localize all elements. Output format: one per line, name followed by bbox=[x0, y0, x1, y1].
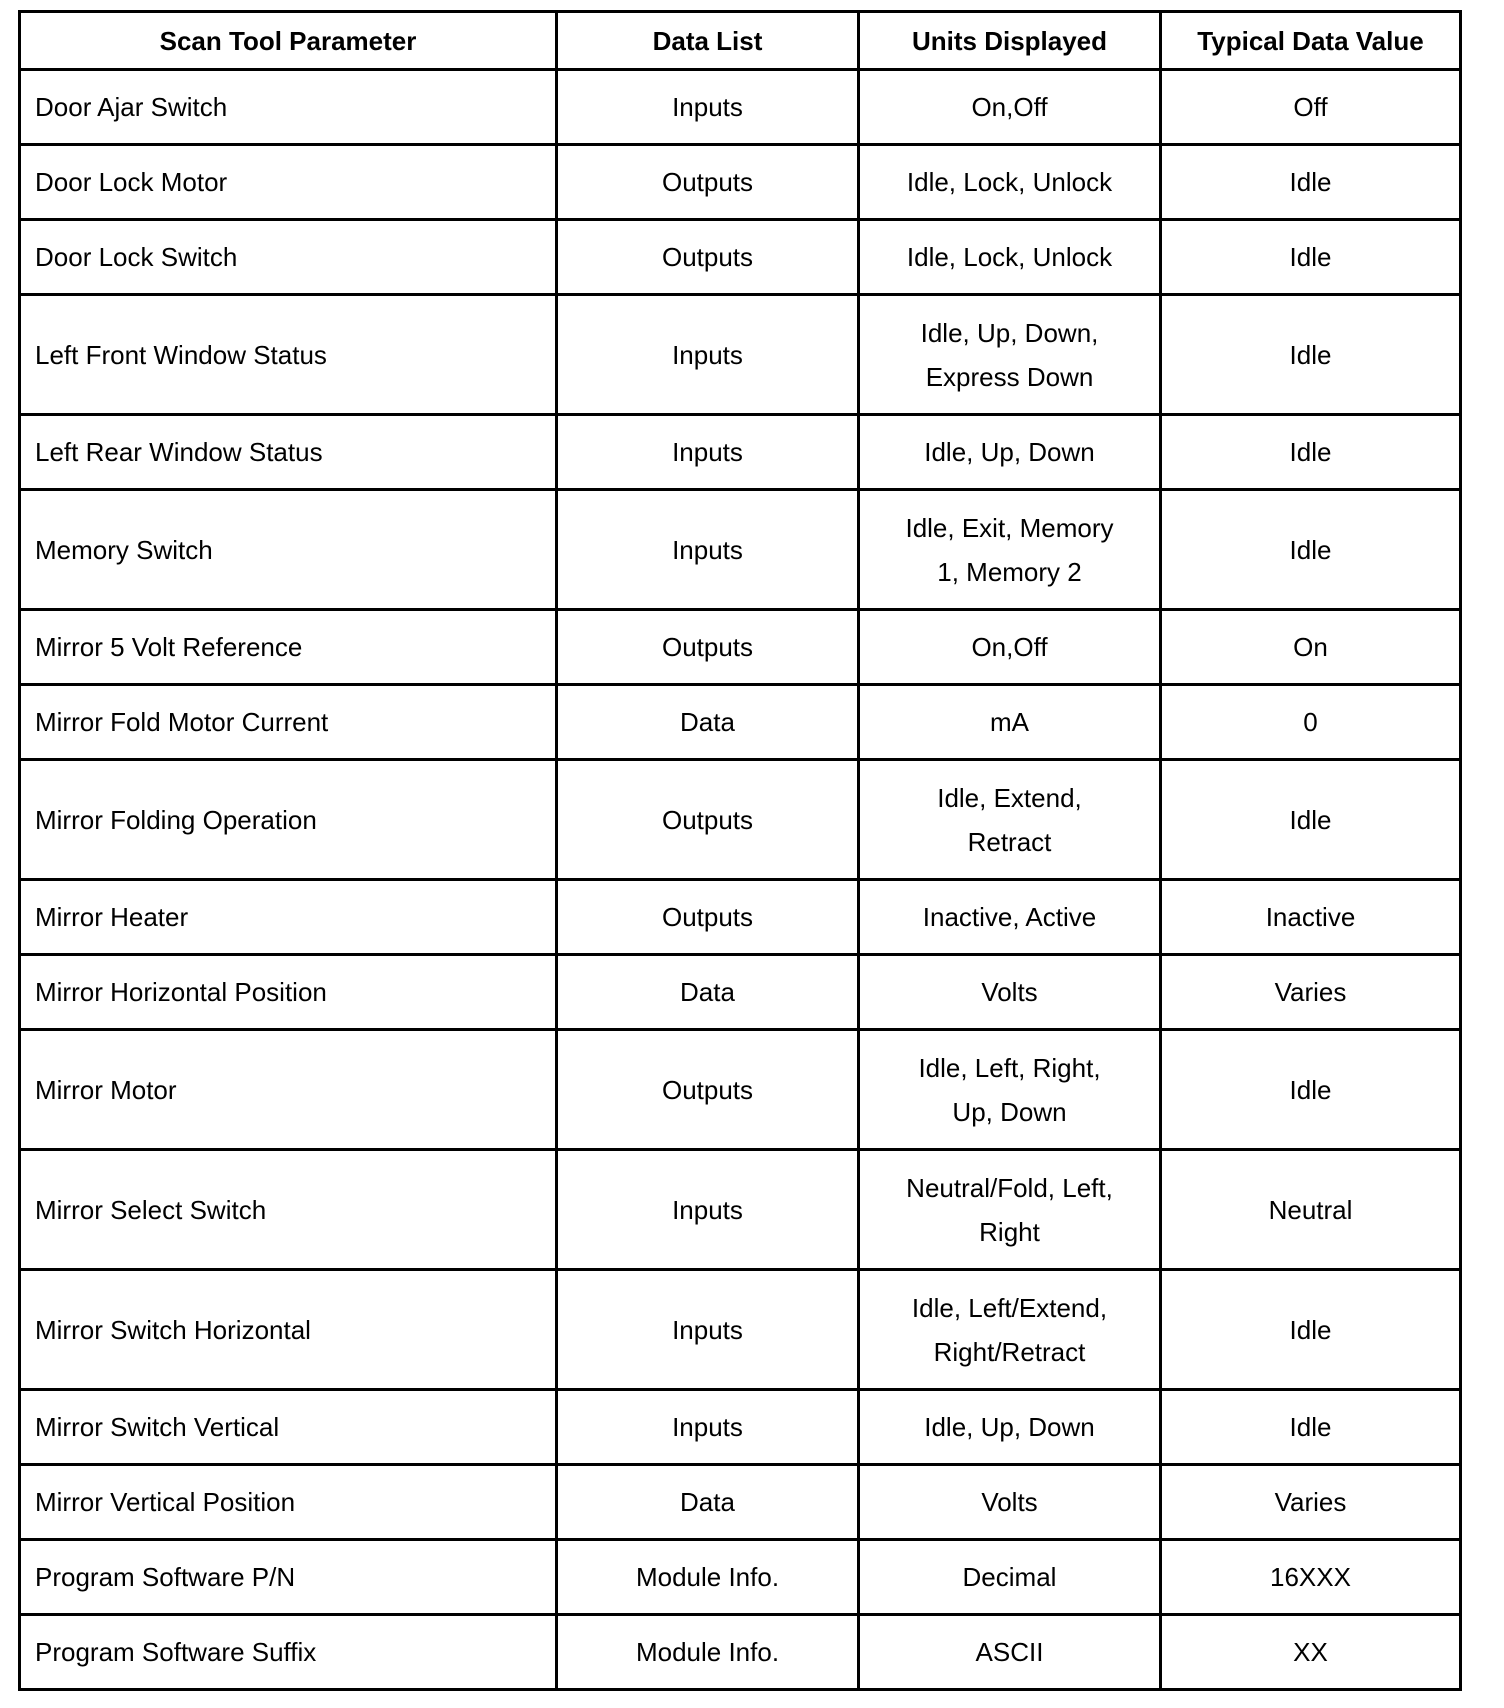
table-row bbox=[20, 880, 1461, 955]
table-row bbox=[20, 220, 1461, 295]
units-cell bbox=[859, 955, 1161, 1030]
data-list-cell: Outputs bbox=[557, 610, 859, 685]
header-typical-data-value: Typical Data Value bbox=[1161, 12, 1461, 70]
units-text: Decimal bbox=[962, 1562, 1057, 1592]
units-text: Idle, Lock, Unlock bbox=[906, 167, 1113, 197]
table-row bbox=[20, 295, 1461, 415]
typical-value-cell: Neutral bbox=[1161, 1150, 1461, 1270]
table-row bbox=[20, 1465, 1461, 1540]
units-cell bbox=[859, 1390, 1161, 1465]
data-list-cell: Module Info. bbox=[557, 1615, 859, 1690]
typical-value-cell: Idle bbox=[1161, 145, 1461, 220]
typical-value-cell: 0 bbox=[1161, 685, 1461, 760]
header-data-list: Data List bbox=[557, 12, 859, 70]
typical-value-cell: 16XXX bbox=[1161, 1540, 1461, 1615]
header-row bbox=[20, 12, 1461, 70]
parameter-cell: Mirror 5 Volt Reference bbox=[20, 610, 557, 685]
units-text: mA bbox=[990, 707, 1029, 737]
units-cell bbox=[859, 295, 1161, 415]
units-text: ASCII bbox=[975, 1637, 1044, 1667]
units-cell bbox=[859, 880, 1161, 955]
parameter-cell: Mirror Heater bbox=[20, 880, 557, 955]
data-list-cell: Inputs bbox=[557, 70, 859, 145]
units-text: On,Off bbox=[971, 92, 1048, 122]
parameter-cell: Mirror Folding Operation bbox=[20, 760, 557, 880]
data-list-cell: Outputs bbox=[557, 760, 859, 880]
units-cell bbox=[859, 610, 1161, 685]
typical-value-cell: Inactive bbox=[1161, 880, 1461, 955]
table-row bbox=[20, 70, 1461, 145]
data-list-cell: Data bbox=[557, 685, 859, 760]
table-row bbox=[20, 685, 1461, 760]
units-cell bbox=[859, 1030, 1161, 1150]
units-text: Idle, Up, Down bbox=[924, 437, 1095, 467]
parameter-cell: Mirror Vertical Position bbox=[20, 1465, 557, 1540]
table-row bbox=[20, 415, 1461, 490]
table-row bbox=[20, 1150, 1461, 1270]
data-list-cell: Inputs bbox=[557, 1390, 859, 1465]
typical-value-cell: Varies bbox=[1161, 1465, 1461, 1540]
parameter-cell: Left Rear Window Status bbox=[20, 415, 557, 490]
units-cell bbox=[859, 415, 1161, 490]
units-text: Inactive, Active bbox=[922, 902, 1097, 932]
data-list-cell: Inputs bbox=[557, 415, 859, 490]
data-list-cell: Outputs bbox=[557, 220, 859, 295]
units-text: Idle, Up, Down, Express Down bbox=[920, 317, 1099, 392]
parameter-cell: Program Software P/N bbox=[20, 1540, 557, 1615]
header-scan-tool-parameter: Scan Tool Parameter bbox=[20, 12, 557, 70]
units-cell bbox=[859, 490, 1161, 610]
parameter-cell: Mirror Fold Motor Current bbox=[20, 685, 557, 760]
parameter-cell: Door Ajar Switch bbox=[20, 70, 557, 145]
scan-tool-parameter-table bbox=[18, 10, 1462, 1691]
parameter-cell: Mirror Motor bbox=[20, 1030, 557, 1150]
parameter-cell: Mirror Select Switch bbox=[20, 1150, 557, 1270]
units-text: Volts bbox=[981, 977, 1038, 1007]
data-list-cell: Outputs bbox=[557, 1030, 859, 1150]
units-cell bbox=[859, 1615, 1161, 1690]
data-list-cell: Data bbox=[557, 1465, 859, 1540]
typical-value-cell: Off bbox=[1161, 70, 1461, 145]
typical-value-cell: Idle bbox=[1161, 1030, 1461, 1150]
units-cell bbox=[859, 1270, 1161, 1390]
units-cell bbox=[859, 685, 1161, 760]
header-units-displayed: Units Displayed bbox=[859, 12, 1161, 70]
parameter-cell: Mirror Horizontal Position bbox=[20, 955, 557, 1030]
table-row bbox=[20, 1390, 1461, 1465]
parameter-cell: Program Software Suffix bbox=[20, 1615, 557, 1690]
data-list-cell: Inputs bbox=[557, 1150, 859, 1270]
typical-value-cell: XX bbox=[1161, 1615, 1461, 1690]
units-text: Neutral/Fold, Left, Right bbox=[906, 1172, 1113, 1247]
table-row bbox=[20, 1270, 1461, 1390]
units-cell bbox=[859, 1150, 1161, 1270]
typical-value-cell: Idle bbox=[1161, 760, 1461, 880]
typical-value-cell: Idle bbox=[1161, 1270, 1461, 1390]
parameter-cell: Door Lock Motor bbox=[20, 145, 557, 220]
parameter-cell: Mirror Switch Vertical bbox=[20, 1390, 557, 1465]
parameter-cell: Memory Switch bbox=[20, 490, 557, 610]
table-row bbox=[20, 490, 1461, 610]
table-row bbox=[20, 955, 1461, 1030]
parameter-cell: Door Lock Switch bbox=[20, 220, 557, 295]
units-text: Idle, Up, Down bbox=[924, 1412, 1095, 1442]
table-row bbox=[20, 145, 1461, 220]
typical-value-cell: Idle bbox=[1161, 295, 1461, 415]
units-cell bbox=[859, 760, 1161, 880]
parameter-cell: Left Front Window Status bbox=[20, 295, 557, 415]
units-text: Idle, Left/Extend, Right/Retract bbox=[911, 1292, 1108, 1367]
typical-value-cell: Idle bbox=[1161, 415, 1461, 490]
data-list-cell: Inputs bbox=[557, 295, 859, 415]
units-cell bbox=[859, 220, 1161, 295]
units-cell bbox=[859, 1465, 1161, 1540]
typical-value-cell: Varies bbox=[1161, 955, 1461, 1030]
typical-value-cell: Idle bbox=[1161, 1390, 1461, 1465]
units-cell bbox=[859, 145, 1161, 220]
units-text: Volts bbox=[981, 1487, 1038, 1517]
data-list-cell: Inputs bbox=[557, 1270, 859, 1390]
units-text: Idle, Extend, Retract bbox=[937, 782, 1082, 857]
typical-value-cell: Idle bbox=[1161, 220, 1461, 295]
typical-value-cell: Idle bbox=[1161, 490, 1461, 610]
data-list-cell: Outputs bbox=[557, 145, 859, 220]
units-text: Idle, Exit, Memory 1, Memory 2 bbox=[905, 512, 1114, 587]
data-list-cell: Data bbox=[557, 955, 859, 1030]
data-list-cell: Inputs bbox=[557, 490, 859, 610]
data-list-cell: Outputs bbox=[557, 880, 859, 955]
typical-value-cell: On bbox=[1161, 610, 1461, 685]
parameter-cell: Mirror Switch Horizontal bbox=[20, 1270, 557, 1390]
table-row bbox=[20, 610, 1461, 685]
table-row bbox=[20, 1030, 1461, 1150]
units-text: Idle, Lock, Unlock bbox=[906, 242, 1113, 272]
table-row bbox=[20, 1615, 1461, 1690]
table-row bbox=[20, 760, 1461, 880]
units-text: On,Off bbox=[971, 632, 1048, 662]
units-cell bbox=[859, 70, 1161, 145]
table-row bbox=[20, 1540, 1461, 1615]
data-list-cell: Module Info. bbox=[557, 1540, 859, 1615]
units-text: Idle, Left, Right, Up, Down bbox=[918, 1052, 1101, 1127]
units-cell bbox=[859, 1540, 1161, 1615]
